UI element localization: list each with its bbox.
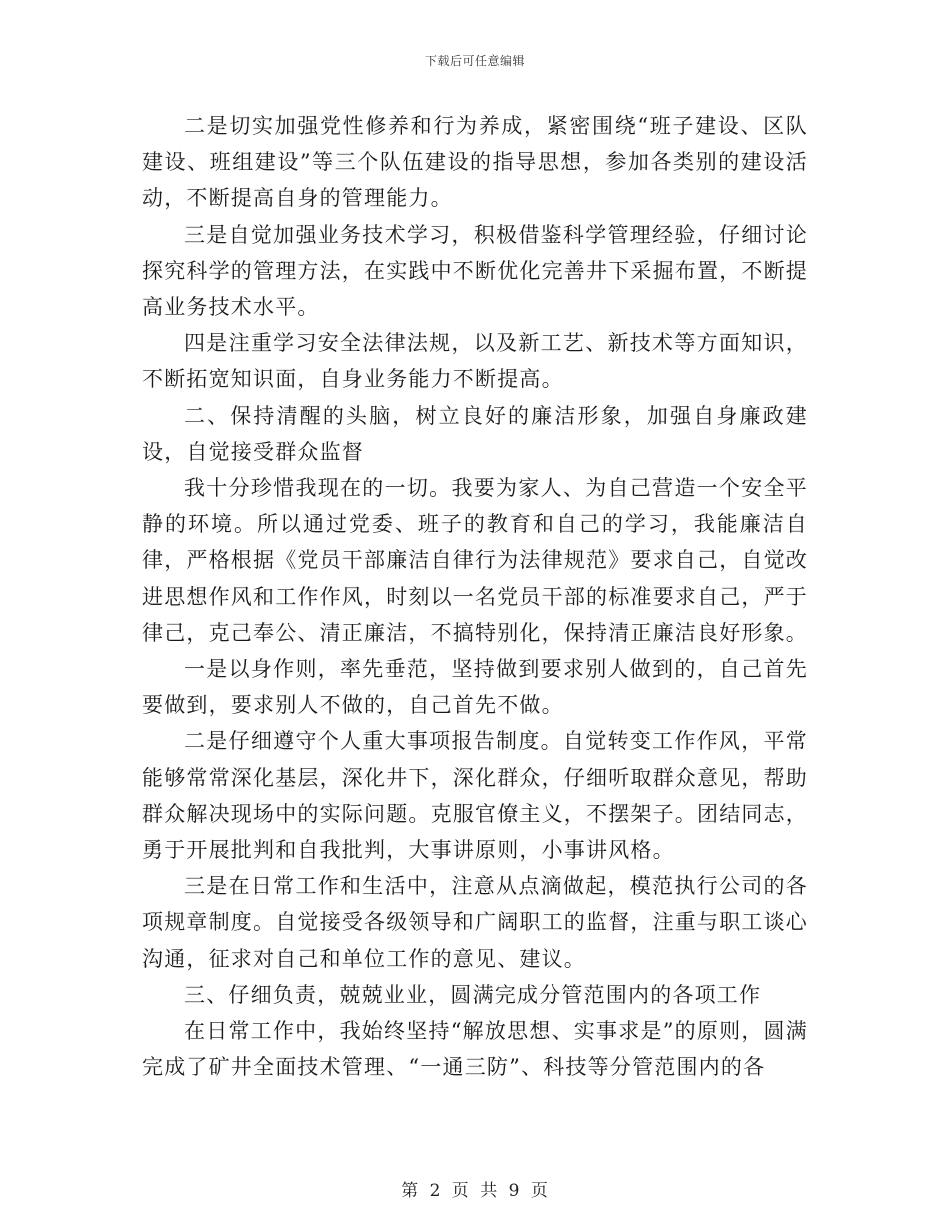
paragraph-10: 在日常工作中，我始终坚持“解放思想、实事求是”的原则，圆满完成了矿井全面技术管理、“一通三防”、科技等分管范围内的各: [142, 1019, 808, 1080]
paragraph-6: 一是以身作则，率先垂范，坚持做到要求别人做到的，自己首先要做到，要求别人不做的，自己首先不做。: [142, 657, 808, 718]
section-heading-2: 二、保持清醒的头脑，树立良好的廉洁形象，加强自身廉政建设，自觉接受群众监督: [142, 403, 808, 464]
page-header-note: 下载后可任意编辑: [424, 54, 525, 68]
paragraph-3: 四是注重学习安全法律法规，以及新工艺、新技术等方面知识，不断拓宽知识面，自身业务能力不断提高。: [142, 331, 808, 392]
paragraph-8: 三是在日常工作和生活中，注意从点滴做起，模范执行公司的各项规章制度。自觉接受各级领导和广阔职工的监督，注重与职工谈心沟通，征求对自己和单位工作的意见、建议。: [142, 874, 808, 971]
paragraph-2: 三是自觉加强业务技术学习，积极借鉴科学管理经验，仔细讨论探究科学的管理方法，在实践中不断优化完善井下采掘布置，不断提高业务技术水平。: [142, 222, 808, 320]
section-heading-3: 三、仔细负责，兢兢业业，圆满完成分管范围内的各项工作: [184, 982, 762, 1007]
document-body: [142, 108, 808, 1085]
paragraph-7: 二是仔细遵守个人重大事项报告制度。自觉转变工作作风，平常能够常常深化基层，深化井下，深化群众，仔细听取群众意见，帮助群众解决现场中的实际问题。克服官僚主义，不摆架子。团结同志，勇于开展批判和自我批判，大事讲原则，小事讲风格。: [142, 729, 808, 863]
paragraph-5: 我十分珍惜我现在的一切。我要为家人、为自己营造一个安全平静的环境。所以通过党委、班子的教育和自己的学习，我能廉洁自律，严格根据《党员干部廉洁自律行为法律规范》要求自己，自觉改进思想作风和工作作风，时刻以一名党员干部的标准要求自己，严于律己，克己奉公、清正廉洁，不搞特别化，保持清正廉洁良好形象。: [142, 476, 808, 645]
paragraph-1: 二是切实加强党性修养和行为养成，紧密围绕“班子建设、区队建设、班组建设”等三个队伍建设的指导思想，参加各类别的建设活动，不断提高自身的管理能力。: [142, 114, 808, 211]
page-number: 第 2 页 共 9 页: [401, 1181, 549, 1201]
